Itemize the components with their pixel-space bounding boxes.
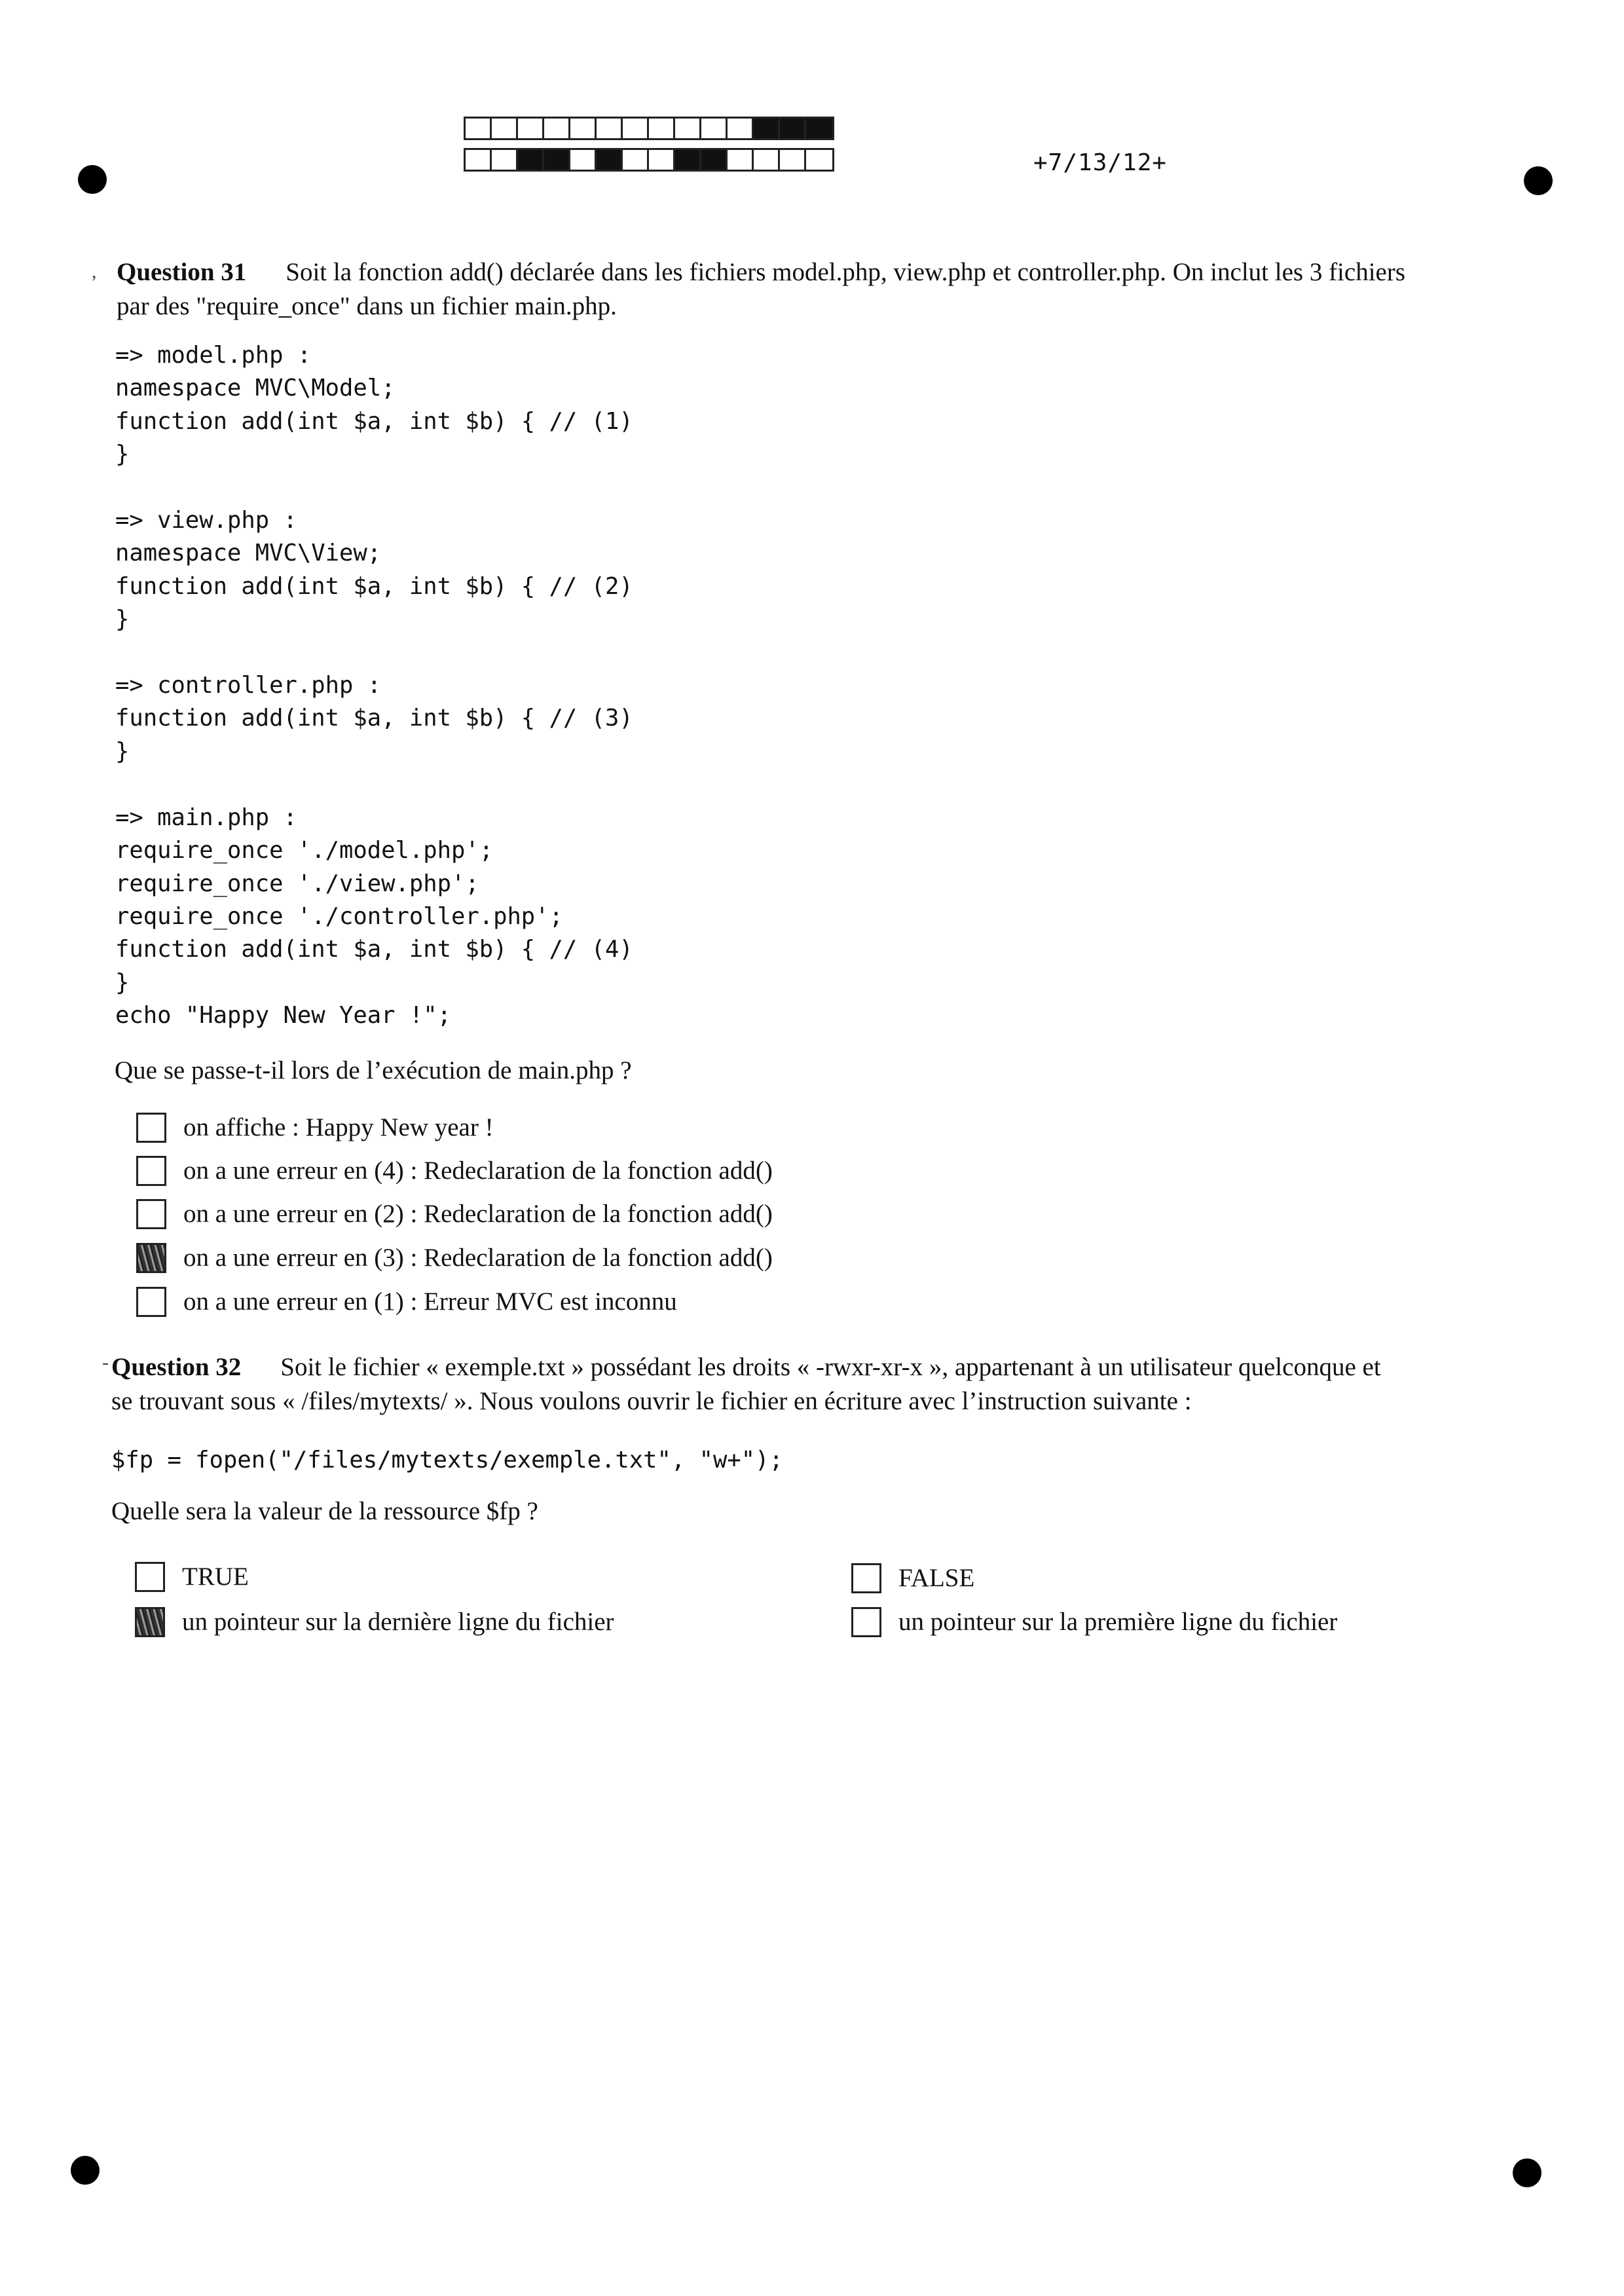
barcode-cell-empty bbox=[623, 150, 649, 170]
checkbox[interactable] bbox=[136, 1199, 166, 1229]
answer-option[interactable] bbox=[136, 1155, 773, 1187]
barcode-cell-empty bbox=[544, 119, 570, 138]
barcode-cell-empty bbox=[623, 119, 649, 138]
answer-label: on a une erreur en (3) : Redeclaration de la fonction add() bbox=[183, 1244, 773, 1272]
barcode-cell-empty bbox=[649, 119, 675, 138]
barcode-cell-empty bbox=[780, 150, 806, 170]
barcode-cell-filled bbox=[597, 150, 623, 170]
question-prompt: Que se passe-t-il lors de l’exécution de main.php ? bbox=[115, 1056, 632, 1084]
checkbox[interactable] bbox=[851, 1563, 881, 1593]
barcode-cell-empty bbox=[570, 150, 597, 170]
answer-option[interactable] bbox=[135, 1606, 614, 1638]
checkbox-checked[interactable] bbox=[136, 1243, 166, 1273]
answer-label: un pointeur sur la dernière ligne du fichier bbox=[182, 1608, 614, 1636]
registration-dot-top-right bbox=[1524, 166, 1553, 195]
question-31-statement bbox=[117, 255, 1405, 324]
answer-label: on a une erreur en (1) : Erreur MVC est inconnu bbox=[183, 1287, 677, 1316]
checkbox[interactable] bbox=[851, 1607, 881, 1637]
barcode-cell-empty bbox=[466, 119, 492, 138]
question-number: Question 31 bbox=[117, 258, 247, 286]
code-listing: => model.php : namespace MVC\Model; function add(int $a, int $b) { // (1) } => view.php : namespace MVC\View; function add(int $a, int $b) { // (2) } => controller.php : function add(int $a, int $b) { // (3) } => main.php : require_once './model.php'; require_once './view.php'; require_once './controller.php'; function add(int $a, int $b) { // (4) } echo "Happy New Year !"; bbox=[115, 342, 633, 1029]
answer-label: on a une erreur en (4) : Redeclaration de la fonction add() bbox=[183, 1157, 773, 1185]
registration-dot-top-left bbox=[78, 165, 107, 194]
answer-label: TRUE bbox=[182, 1563, 249, 1591]
barcode-cell-empty bbox=[570, 119, 597, 138]
answer-label: on affiche : Happy New year ! bbox=[183, 1113, 494, 1141]
answer-option[interactable] bbox=[136, 1198, 773, 1230]
barcode-cell-empty bbox=[701, 119, 728, 138]
barcode-cell-filled bbox=[754, 119, 780, 138]
barcode-cell-empty bbox=[466, 150, 492, 170]
barcode-cell-filled bbox=[780, 119, 806, 138]
question-number: Question 32 bbox=[111, 1353, 242, 1381]
checkbox[interactable] bbox=[135, 1562, 165, 1592]
answer-option[interactable] bbox=[135, 1561, 249, 1593]
answer-label: FALSE bbox=[898, 1564, 975, 1592]
barcode-cell-empty bbox=[754, 150, 780, 170]
barcode-cell-filled bbox=[675, 150, 701, 170]
statement-line-1: Soit la fonction add() déclarée dans les fichiers model.php, view.php et controller.php. On inclut les 3 fichiers bbox=[286, 258, 1406, 286]
answer-option[interactable] bbox=[136, 1286, 677, 1318]
answer-option[interactable] bbox=[851, 1563, 974, 1594]
barcode-cell-filled bbox=[806, 119, 832, 138]
checkbox-checked[interactable] bbox=[135, 1607, 165, 1637]
answer-label: un pointeur sur la première ligne du fichier bbox=[898, 1608, 1338, 1636]
answer-option[interactable] bbox=[136, 1242, 773, 1274]
answer-option[interactable] bbox=[851, 1606, 1337, 1638]
answer-label: on a une erreur en (2) : Redeclaration de la fonction add() bbox=[183, 1200, 773, 1228]
barcode-cell-empty bbox=[728, 119, 754, 138]
barcode-cell-filled bbox=[518, 150, 544, 170]
statement-line-2: par des "require_once" dans un fichier main.php. bbox=[117, 292, 617, 320]
question-32-statement bbox=[111, 1350, 1381, 1418]
barcode-cell-filled bbox=[544, 150, 570, 170]
margin-mark: , bbox=[92, 261, 97, 282]
barcode-cell-empty bbox=[675, 119, 701, 138]
statement-line-1: Soit le fichier « exemple.txt » possédant les droits « -rwxr-xr-x », appartenant à un utilisateur quelconque et bbox=[280, 1353, 1381, 1381]
statement-line-2: se trouvant sous « /files/mytexts/ ». Nous voulons ouvrir le fichier en écriture avec l’instruction suivante : bbox=[111, 1387, 1192, 1415]
registration-dot-bottom-left bbox=[71, 2156, 100, 2185]
barcode-cell-empty bbox=[492, 119, 518, 138]
page-id: +7/13/12+ bbox=[1033, 149, 1168, 176]
code-line: $fp = fopen("/files/mytexts/exemple.txt", "w+"); bbox=[111, 1447, 783, 1473]
answer-option[interactable] bbox=[136, 1112, 494, 1143]
barcode-cell-empty bbox=[492, 150, 518, 170]
margin-mark: - bbox=[102, 1352, 109, 1373]
barcode-cell-empty bbox=[649, 150, 675, 170]
barcode-row-2 bbox=[464, 148, 834, 172]
checkbox[interactable] bbox=[136, 1287, 166, 1317]
barcode-cell-filled bbox=[701, 150, 728, 170]
checkbox[interactable] bbox=[136, 1113, 166, 1143]
checkbox[interactable] bbox=[136, 1156, 166, 1186]
barcode-row-1 bbox=[464, 117, 834, 140]
barcode-cell-empty bbox=[518, 119, 544, 138]
registration-dot-bottom-right bbox=[1513, 2158, 1541, 2187]
barcode-cell-empty bbox=[728, 150, 754, 170]
barcode-cell-empty bbox=[806, 150, 832, 170]
question-prompt: Quelle sera la valeur de la ressource $fp ? bbox=[111, 1497, 538, 1525]
barcode-cell-empty bbox=[597, 119, 623, 138]
